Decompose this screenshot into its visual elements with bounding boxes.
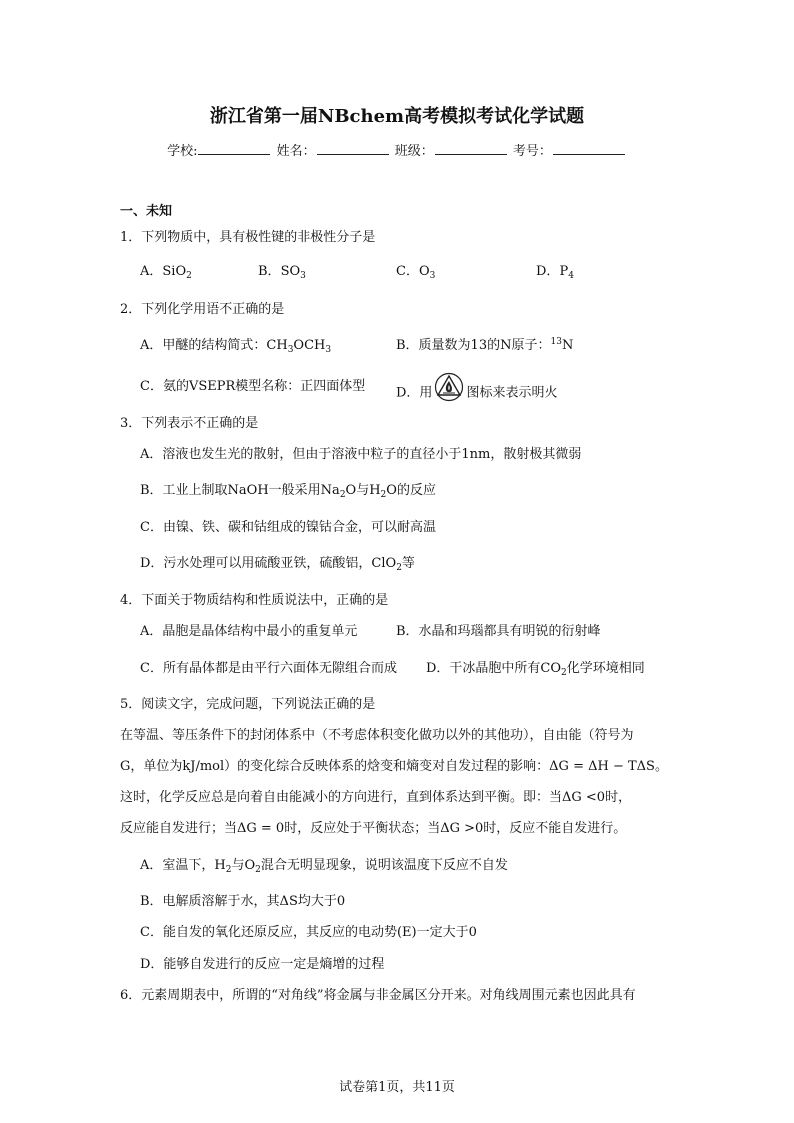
subscript: 2 xyxy=(380,490,387,500)
option-text: A．室温下，H xyxy=(140,858,226,873)
question-4-stem: 4．下面关于物质结构和性质说法中，正确的是 xyxy=(120,593,389,608)
option-label: C． xyxy=(396,264,419,279)
page-title: 浙江省第一届NBchem高考模拟考试化学试题 xyxy=(209,106,585,127)
school-label: 学校: xyxy=(167,144,198,159)
question-1-stem: 1．下列物质中，具有极性键的非极性分子是 xyxy=(120,230,376,245)
option-label: B． xyxy=(258,264,281,279)
question-5-option-a xyxy=(140,857,508,875)
formula: SO xyxy=(280,264,301,279)
mass-number: 13 xyxy=(550,337,562,347)
formula: SiO xyxy=(162,264,187,279)
student-info-line xyxy=(0,140,794,159)
subscript: 2 xyxy=(339,490,346,500)
question-3-option-a: A．溶液也发生光的散射，但由于溶液中粒子的直径小于1nm，散射极其微弱 xyxy=(140,447,582,462)
question-1-option-c xyxy=(396,263,435,281)
subscript: 3 xyxy=(287,345,294,355)
option-text: 化学环境相同 xyxy=(566,661,645,676)
option-text: A．甲醚的结构简式： xyxy=(140,338,267,353)
option-text: B．质量数为13的N原子： xyxy=(396,338,551,353)
option-text: 混合无明显现象，说明该温度下反应不自发 xyxy=(260,858,508,873)
question-1-option-d xyxy=(536,263,574,281)
formula: O xyxy=(418,264,430,279)
option-label: D． xyxy=(536,264,560,279)
school-blank[interactable] xyxy=(198,142,270,155)
open-flame-warning-icon xyxy=(434,372,464,414)
question-2-stem: 2．下列化学用语不正确的是 xyxy=(120,302,285,317)
element-symbol: N xyxy=(561,338,574,353)
option-text: D．用 xyxy=(396,385,433,401)
subscript: 3 xyxy=(300,271,306,281)
question-3-option-c: C．由镍、铁、碳和钴组成的镍钴合金，可以耐高温 xyxy=(140,520,436,535)
subscript: 2 xyxy=(561,668,567,678)
section-heading: 一、未知 xyxy=(120,204,173,219)
subscript: 4 xyxy=(568,271,574,281)
subscript: 2 xyxy=(225,865,232,875)
option-text: 图标来表示明火 xyxy=(466,385,558,401)
question-3-option-d xyxy=(140,555,415,573)
option-text: O与H xyxy=(345,483,381,498)
subscript: 3 xyxy=(325,345,332,355)
option-text: O的反应 xyxy=(386,483,436,498)
question-3-stem: 3．下列表示不正确的是 xyxy=(120,416,259,431)
question-5-passage-line-3: 这时，化学反应总是向着自由能减小的方向进行，直到体系达到平衡。即：当ΔG <0时， xyxy=(120,790,632,805)
question-2-option-a xyxy=(140,337,331,355)
option-text: B．工业上制取NaOH一般采用Na xyxy=(140,483,340,498)
question-2-option-c: C．氨的VSEPR模型名称：正四面体型 xyxy=(140,379,366,394)
name-blank[interactable] xyxy=(317,142,389,155)
question-5-option-b: B．电解质溶解于水，其ΔS均大于0 xyxy=(140,894,346,909)
question-4-option-a: A．晶胞是晶体结构中最小的重复单元 xyxy=(140,624,358,639)
formula: P xyxy=(559,264,569,279)
question-5-option-c: C．能自发的氧化还原反应，其反应的电动势(E)一定大于0 xyxy=(140,925,477,940)
exam-number-label: 考号： xyxy=(512,144,552,159)
option-text: 等 xyxy=(401,556,415,571)
option-text: D．污水处理可以用硫酸亚铁，硫酸铝，ClO xyxy=(140,556,397,571)
question-4-option-d xyxy=(426,660,645,678)
question-5-stem: 5．阅读文字，完成问题，下列说法正确的是 xyxy=(120,697,376,712)
question-4-option-b: B．水晶和玛瑙都具有明锐的衍射峰 xyxy=(396,624,601,639)
question-5-option-d: D．能够自发进行的反应一定是熵增的过程 xyxy=(140,957,385,972)
subscript: 2 xyxy=(186,271,192,281)
subscript: 2 xyxy=(255,865,261,875)
question-5-passage-line-2: G，单位为kJ/mol）的变化综合反映体系的焓变和熵变对自发过程的影响：ΔG = ΔH − TΔS。 xyxy=(120,759,668,774)
question-1-option-b xyxy=(258,263,306,281)
option-text: D．干冰晶胞中所有CO xyxy=(426,661,562,676)
class-blank[interactable] xyxy=(435,142,507,155)
class-label: 班级： xyxy=(394,144,434,159)
page-footer: 试卷第1页，共11页 xyxy=(339,1080,455,1095)
question-1-option-a xyxy=(140,263,192,281)
question-3-option-b xyxy=(140,482,436,500)
subscript: 3 xyxy=(429,271,436,281)
exam-number-blank[interactable] xyxy=(553,142,625,155)
name-label: 姓名： xyxy=(276,144,316,159)
formula: CH xyxy=(266,338,288,353)
question-5-passage-line-1: 在等温、等压条件下的封闭体系中（不考虑体积变化做功以外的其他功），自由能（符号为 xyxy=(120,728,634,743)
question-5-passage-line-4: 反应能自发进行；当ΔG = 0时，反应处于平衡状态；当ΔG >0时，反应不能自发进行。 xyxy=(120,821,627,836)
option-label: A． xyxy=(140,264,163,279)
question-4-option-c: C．所有晶体都是由平行六面体无隙组合而成 xyxy=(140,661,397,676)
question-2-option-b xyxy=(396,337,573,355)
subscript: 2 xyxy=(396,563,402,573)
formula: OCH xyxy=(293,338,326,353)
question-6-stem: 6．元素周期表中，所谓的“对角线”将金属与非金属区分开来。对角线周围元素也因此具有 xyxy=(120,988,636,1003)
option-text: 与O xyxy=(231,858,256,873)
question-2-option-d xyxy=(396,372,557,414)
